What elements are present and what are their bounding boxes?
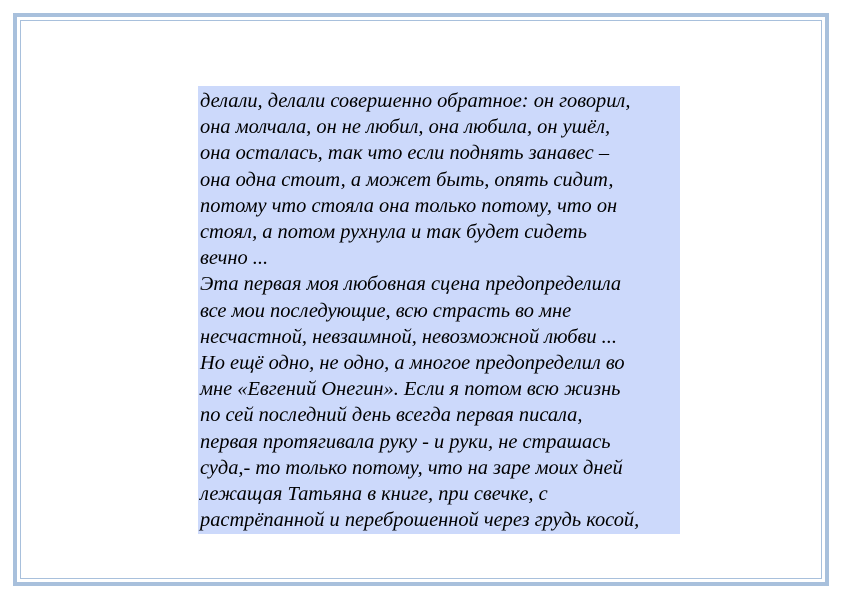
text-line-3: она осталась, так что если поднять занавес – [200, 142, 610, 165]
text-line-8: Эта первая моя любовная сцена предопределила [200, 273, 622, 296]
text-line-14: первая протягивала руку - и руки, не страшась [200, 430, 611, 453]
text-line-16: лежащая Татьяна в книге, при свечке, с [200, 483, 548, 506]
text-line-6: стоял, а потом рухнула и так будет сидеть [200, 221, 587, 244]
text-line-5: потому что стояла она только потому, что он [200, 194, 618, 217]
text-line-9: все мои последующие, всю страсть во мне [200, 299, 572, 322]
text-line-15: суда,- то только потому, что на заре моих дней [200, 456, 623, 479]
text-line-12: мне «Евгений Онегин». Если я потом всю жизнь [200, 378, 621, 401]
text-line-17: растрёпанной и переброшенной через грудь косой, [200, 509, 640, 532]
text-line-11: Но ещё одно, не одно, а многое предопределил во [200, 352, 625, 375]
text-line-13: по сей последний день всегда первая писала, [200, 404, 583, 427]
text-line-2: она молчала, он не любил, она любила, он ушёл, [200, 116, 611, 139]
text-line-7: вечно ... [200, 247, 269, 270]
quote-text-block [198, 86, 680, 534]
text-line-1: делали, делали совершенно обратное: он говорил, [200, 90, 631, 112]
text-line-10: несчастной, невзаимной, невозможной любви ... [200, 325, 617, 348]
text-line-4: она одна стоит, а может быть, опять сидит, [200, 168, 614, 191]
